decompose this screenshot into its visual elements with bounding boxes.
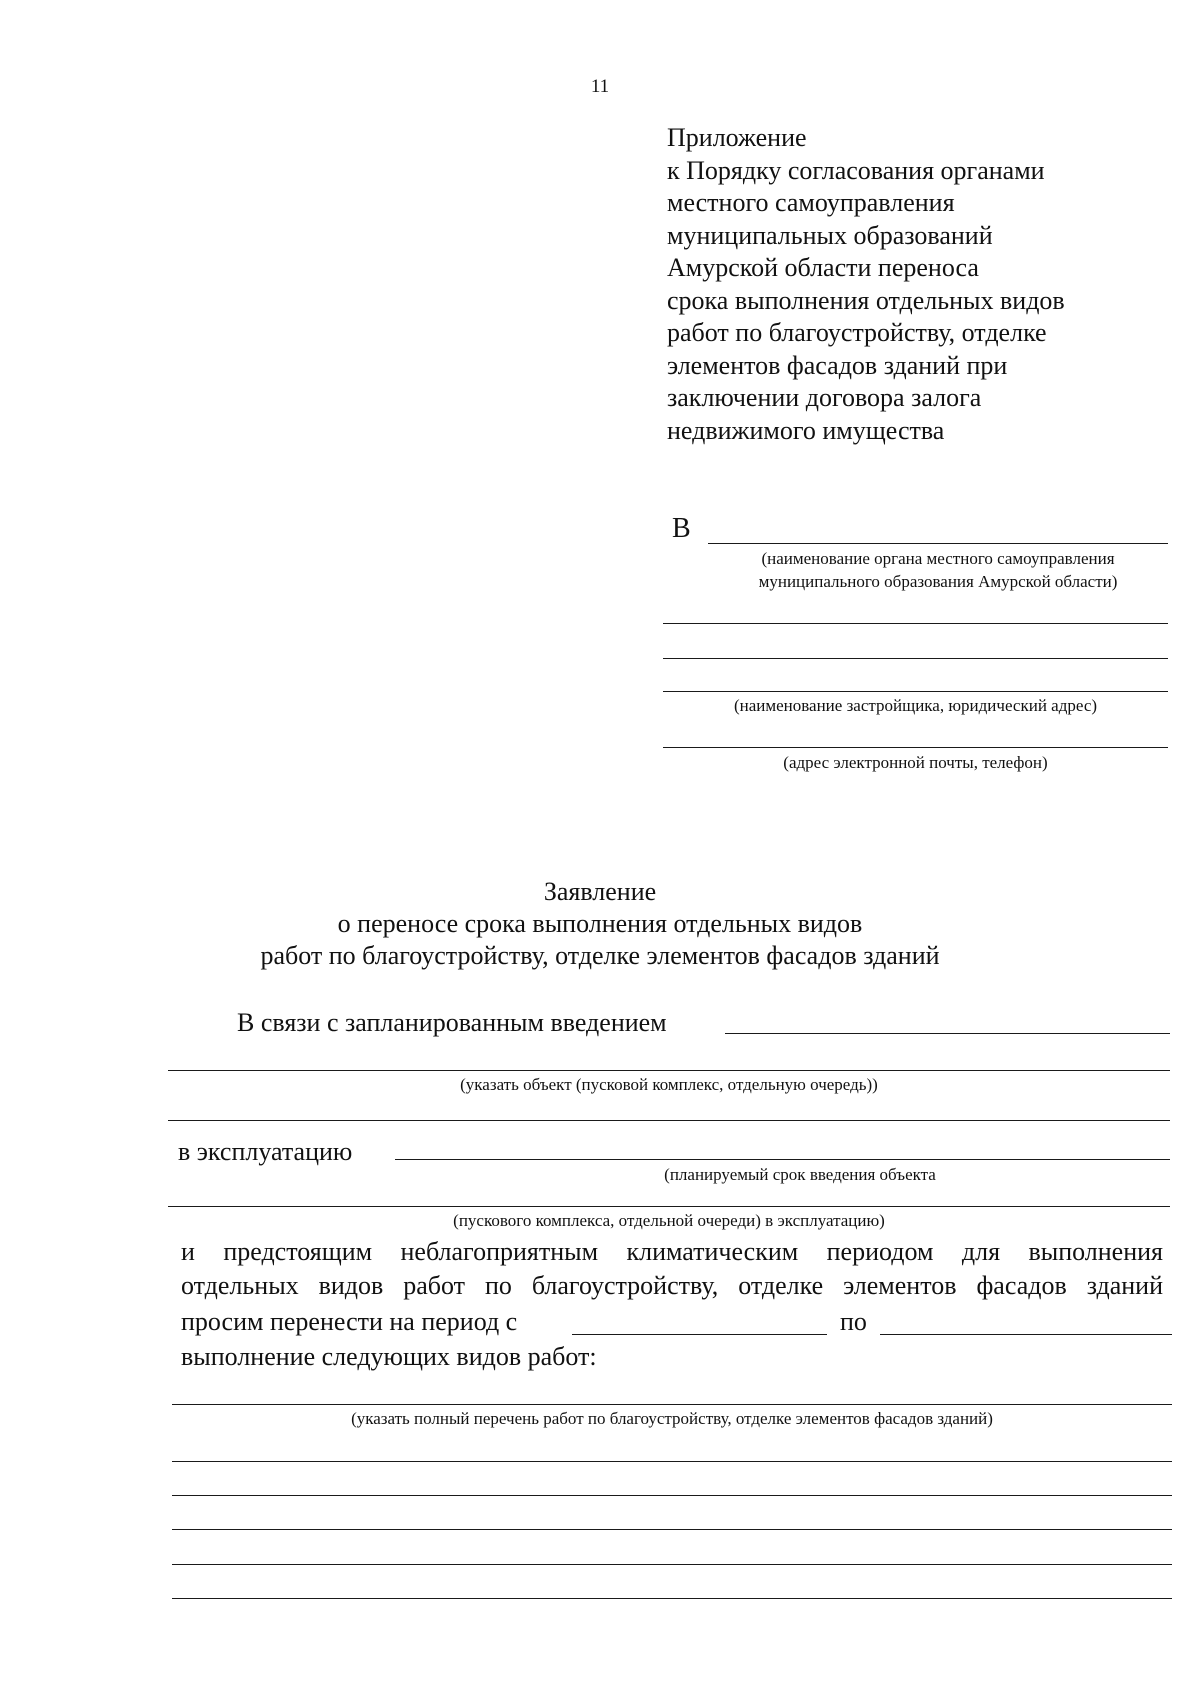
works-field-line4[interactable] bbox=[172, 1529, 1172, 1530]
paragraph-line1: и предстоящим неблагоприятным климатическим периодом для выполнения bbox=[181, 1237, 1163, 1266]
period-to-field[interactable] bbox=[880, 1334, 1172, 1335]
into-operation-label: в эксплуатацию bbox=[178, 1137, 353, 1166]
developer-field-line2[interactable] bbox=[663, 658, 1168, 659]
planned-term-field-line2[interactable] bbox=[168, 1206, 1170, 1207]
works-field-line6[interactable] bbox=[172, 1598, 1172, 1599]
works-label: выполнение следующих видов работ: bbox=[181, 1342, 597, 1371]
period-to-label: по bbox=[840, 1307, 867, 1336]
works-field-line2[interactable] bbox=[172, 1461, 1172, 1462]
paragraph-line2: отдельных видов работ по благоустройству, отделке элементов фасадов зданий bbox=[181, 1271, 1163, 1300]
organ-name-field[interactable] bbox=[708, 543, 1168, 544]
object-field-line2[interactable] bbox=[168, 1070, 1170, 1071]
works-field-line3[interactable] bbox=[172, 1495, 1172, 1496]
caption-planned-term2: (пускового комплекса, отдельной очереди) в эксплуатацию) bbox=[453, 1211, 885, 1230]
appendix-line: элементов фасадов зданий при bbox=[667, 350, 1008, 380]
document-subtitle-line2: работ по благоустройству, отделке элементов фасадов зданий bbox=[260, 941, 940, 970]
caption-planned-term: (планируемый срок введения объекта bbox=[664, 1165, 936, 1184]
works-field-line5[interactable] bbox=[172, 1564, 1172, 1565]
appendix-block bbox=[667, 122, 1065, 447]
appendix-line: Амурской области переноса bbox=[667, 253, 979, 282]
appendix-line: Приложение bbox=[667, 123, 807, 152]
period-from-field[interactable] bbox=[572, 1334, 827, 1335]
appendix-line: местного самоуправления bbox=[667, 188, 955, 217]
caption-organ-line2: муниципального образования Амурской области) bbox=[758, 572, 1118, 591]
caption-works: (указать полный перечень работ по благоустройству, отделке элементов фасадов зданий) bbox=[351, 1409, 993, 1428]
document-subtitle-line1: о переносе срока выполнения отдельных видов bbox=[337, 909, 863, 938]
caption-contacts: (адрес электронной почты, телефон) bbox=[783, 753, 1048, 772]
intro-text: В связи с запланированным введением bbox=[237, 1008, 667, 1037]
contacts-field[interactable] bbox=[663, 747, 1168, 748]
developer-field-line1[interactable] bbox=[663, 623, 1168, 624]
period-label: просим перенести на период с bbox=[181, 1307, 518, 1336]
caption-object: (указать объект (пусковой комплекс, отдельную очередь)) bbox=[460, 1075, 878, 1094]
to-prefix: В bbox=[672, 513, 691, 544]
planned-term-field[interactable] bbox=[395, 1159, 1170, 1160]
caption-developer: (наименование застройщика, юридический адрес) bbox=[733, 696, 1098, 715]
appendix-line: заключении договора залога bbox=[667, 383, 982, 412]
object-field-line1[interactable] bbox=[725, 1033, 1170, 1034]
page-number: 11 bbox=[590, 76, 610, 97]
appendix-line: муниципальных образований bbox=[667, 220, 993, 250]
caption-organ-line1: (наименование органа местного самоуправления bbox=[761, 549, 1115, 568]
appendix-line: к Порядку согласования органами bbox=[667, 155, 1045, 185]
appendix-line: работ по благоустройству, отделке bbox=[667, 318, 1047, 347]
works-field-line1[interactable] bbox=[172, 1404, 1172, 1405]
appendix-line: недвижимого имущества bbox=[667, 415, 945, 445]
appendix-line: срока выполнения отдельных видов bbox=[667, 285, 1065, 315]
object-field-line3[interactable] bbox=[168, 1120, 1170, 1121]
document-title: Заявление bbox=[543, 877, 657, 906]
developer-field-line3[interactable] bbox=[663, 691, 1168, 692]
